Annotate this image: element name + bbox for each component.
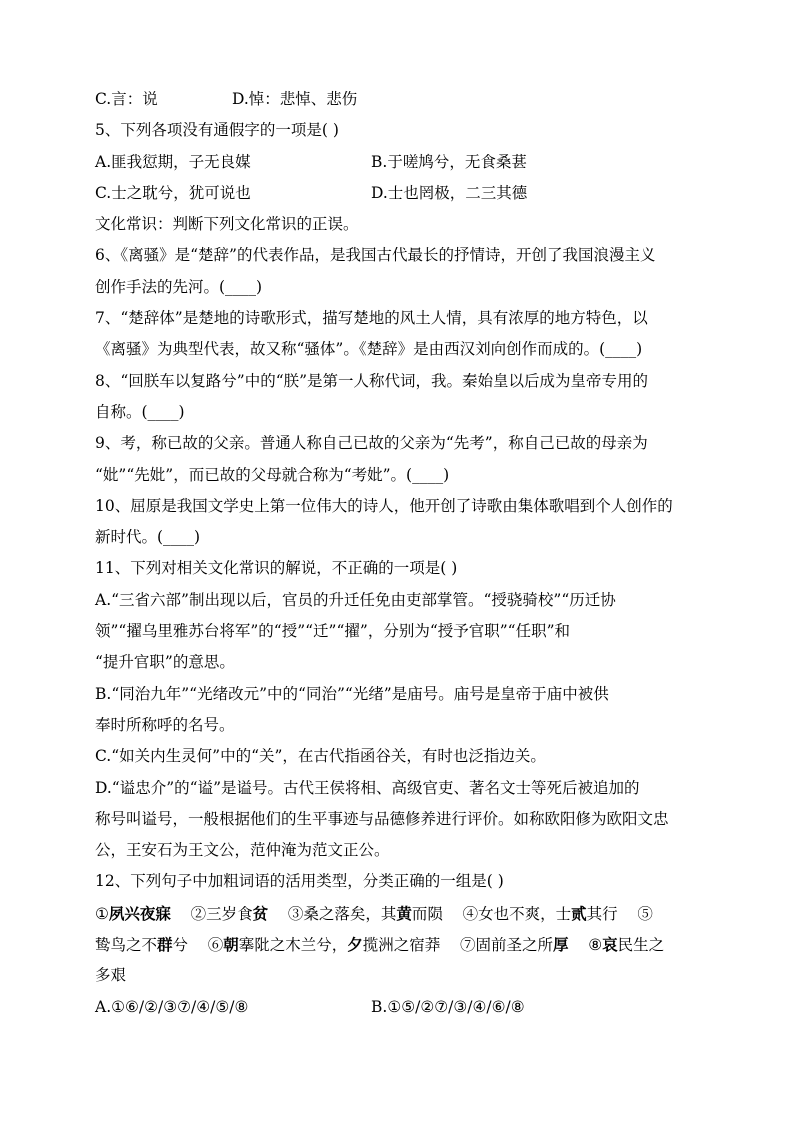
option-b: B.于嗟鸠兮，无食桑葚 [371, 152, 527, 171]
question-8-cont: 自称。(____) [95, 402, 185, 421]
sentence-text: 鸷鸟之不 [95, 936, 158, 955]
question-11-option-d: D.“谥忠介”的“谥”是谥号。古代王侯将相、高级官吏、著名文士等死后被追加的 [95, 778, 640, 797]
question-12: 12、下列句子中加粗词语的活用类型，分类正确的一组是( ) [95, 872, 504, 891]
bold-word: 黄 [396, 903, 412, 923]
option-d: D.悼：悲悼、悲伤 [232, 90, 358, 108]
sentence-text: ③桑之落矣，其 [268, 904, 397, 923]
sentence-text: 其行 ⑤ [586, 904, 653, 923]
bold-word: 哀 [602, 935, 618, 955]
question-7-cont: 《离骚》为典型代表，故又称“骚体”。《楚辞》是由西汉刘向创作而成的。(____) [95, 340, 643, 359]
sentence-text: 而陨 ④女也不爽，士 [411, 904, 572, 923]
question-11-option-c: C.“如关内生灵何”中的“关”，在古代指函谷关，有时也泛指边关。 [95, 747, 546, 766]
question-12-sentences-cont: 多艰 [95, 966, 127, 985]
bold-word: 厚 [553, 935, 569, 955]
option-c: C.士之耽兮，犹可说也 [95, 183, 251, 202]
options-row [95, 84, 705, 115]
options-row [95, 178, 705, 209]
option-d: D.士也罔极，二三其德 [371, 183, 528, 202]
question-10: 10、屈原是我国文学史上第一位伟大的诗人，他开创了诗歌由集体歌唱到个人创作的 [95, 496, 673, 515]
sentence-text: ②三岁食 [170, 904, 253, 923]
question-9: 9、考，称已故的父亲。普通人称自己已故的父亲为“先考”，称自己已故的母亲为 [95, 434, 648, 453]
exam-page [95, 84, 705, 1023]
sentence-text: ⑧ [568, 936, 603, 955]
question-11-option-a-cont: 领”“擢乌里雅苏台将军”的“授”“迁”“擢”，分别为“授予官职”“任职”和 [95, 622, 571, 641]
sentence-text: 揽洲之宿莽 ⑦固前圣之所 [362, 936, 554, 955]
question-11-option-a-cont: “提升官职”的意思。 [95, 653, 235, 672]
sentence-text: 兮 ⑥ [172, 936, 224, 955]
question-11: 11、下列对相关文化常识的解说，不正确的一项是( ) [95, 559, 458, 578]
question-11-option-b-cont: 奉时所称呼的名号。 [95, 715, 235, 734]
question-12-sentences [95, 898, 705, 929]
bold-word: 贫 [252, 903, 269, 923]
question-10-cont: 新时代。(____) [95, 528, 201, 547]
question-6-cont: 创作手法的先河。(____) [95, 277, 263, 296]
option-c: C.言：说 [95, 90, 158, 108]
option-a: A.①⑥/②/③⑦/④/⑤/⑧ [95, 997, 249, 1016]
question-11-option-d-cont: 称号叫谥号，一般根据他们的生平事迹与品德修养进行评价。如称欧阳修为欧阳文忠 [95, 809, 669, 828]
question-11-option-b: B.“同治九年”“光绪改元”中的“同治”“光绪”是庙号。庙号是皇帝于庙中被供 [95, 684, 609, 703]
question-12-sentences [95, 929, 705, 960]
section-heading: 文化常识：判断下列文化常识的正误。 [95, 215, 359, 234]
question-5: 5、下列各项没有通假字的一项是( ) [95, 121, 339, 140]
question-8: 8、“回朕车以复路兮”中的“朕”是第一人称代词，我。秦始皇以后成为皇帝专用的 [95, 371, 649, 390]
question-9-cont: “妣”“先妣”，而已故的父母就合称为“考妣”。(____) [95, 465, 450, 484]
bold-word: 朝 [223, 935, 239, 955]
options-row [95, 147, 705, 178]
bold-word: 夕 [347, 935, 363, 955]
options-row [95, 992, 705, 1023]
sentence-text: 搴阰之木兰兮， [238, 936, 348, 955]
question-11-option-a: A.“三省六部”制出现以后，官员的升迁任免由吏部掌管。“授骁骑校”“历迁协 [95, 590, 616, 609]
bold-word: 群 [157, 935, 173, 955]
bold-word: 夙兴夜寐 [108, 903, 171, 923]
question-6: 6、《离骚》是“楚辞”的代表作品，是我国古代最长的抒情诗，开创了我国浪漫主义 [95, 246, 656, 265]
sentence-text: ① [95, 904, 109, 923]
sentence-text: 民生之 [617, 936, 665, 955]
option-b: B.①⑤/②⑦/③/④/⑥/⑧ [371, 997, 525, 1016]
bold-word: 贰 [571, 903, 587, 923]
question-11-option-d-cont: 公，王安石为王文公，范仲淹为范文正公。 [95, 841, 390, 860]
option-a: A.匪我愆期，子无良媒 [95, 152, 251, 171]
question-7: 7、“楚辞体”是楚地的诗歌形式，描写楚地的风土人情，具有浓厚的地方特色，以 [95, 309, 648, 328]
